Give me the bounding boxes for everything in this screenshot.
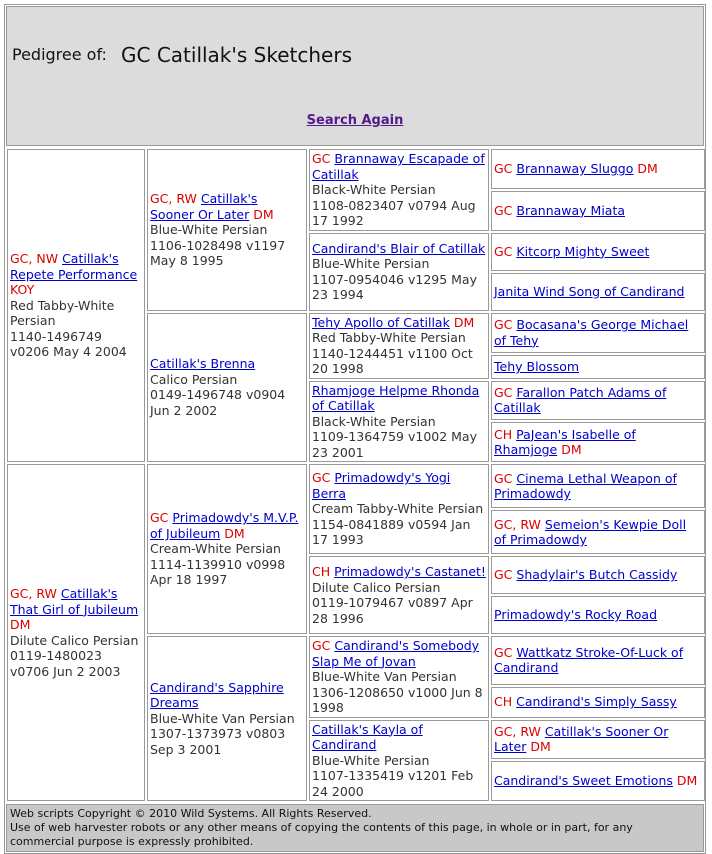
gen4-cell xyxy=(491,720,705,760)
gen4-cell xyxy=(491,464,705,508)
cat-title: GC, RW xyxy=(10,586,57,601)
cat-description: Blue-White Van Persian xyxy=(312,669,457,684)
cat-name-link[interactable]: Candirand's Sweet Emotions xyxy=(494,773,673,789)
search-again-container xyxy=(7,113,703,128)
cat-name-link[interactable]: Bocasana's George Michael of Tehy xyxy=(494,317,689,348)
cat-name-link[interactable]: Catillak's Brenna xyxy=(150,356,256,372)
cat-description: Cream-White Persian xyxy=(150,541,281,557)
cat-registration: 1108-0823407 v0794 Aug 17 1992 xyxy=(312,197,476,228)
cat-name-link[interactable]: Brannaway Miata xyxy=(516,202,626,218)
cat-title: CH xyxy=(494,426,513,442)
gen4-cell xyxy=(491,422,705,462)
cat-title: GC xyxy=(494,644,513,660)
gen4-cell xyxy=(491,233,705,271)
cat-registration: 0119-1079467 v0897 Apr 28 1996 xyxy=(312,595,473,626)
cat-title: GC xyxy=(494,384,513,400)
pedigree-header xyxy=(6,6,704,146)
cat-registration: 1107-1335419 v1201 Feb 24 2000 xyxy=(312,768,474,799)
cat-name-link[interactable]: Brannaway Sluggo xyxy=(516,161,634,177)
cat-registration: 1106-1028498 v1197 May 8 1995 xyxy=(150,237,286,268)
cat-description: Blue-White Persian xyxy=(312,256,430,271)
cat-registration: 0119-1480023 v0706 Jun 2 2003 xyxy=(10,648,121,679)
gen4-cell xyxy=(491,273,705,311)
cat-name-title: GC Catillak's Sketchers xyxy=(121,43,352,67)
cat-name-link[interactable]: Candirand's Sapphire Dreams xyxy=(150,679,284,711)
cat-suffix: DM xyxy=(530,739,551,755)
cat-name-link[interactable]: Brannaway Escapade of Catillak xyxy=(312,151,485,182)
cat-title: GC xyxy=(494,317,513,333)
cat-name-link[interactable]: Catillak's Repete Performance xyxy=(10,251,138,282)
cat-name-link[interactable]: Catillak's Kayla of Candirand xyxy=(312,721,423,752)
cat-description: Red Tabby-White Persian xyxy=(10,297,115,329)
cat-name-link[interactable]: Cinema Lethal Weapon of Primadowdy xyxy=(494,470,677,501)
cat-name-link[interactable]: Candirand's Blair of Catillak xyxy=(312,240,486,256)
cat-title: GC xyxy=(494,567,513,583)
cat-title: GC xyxy=(494,470,513,486)
cat-description: Black-White Persian xyxy=(312,413,436,429)
cat-suffix: DM xyxy=(10,617,31,632)
gen3-cell xyxy=(309,149,489,231)
cat-name-link[interactable]: Catillak's That Girl of Jubileum xyxy=(10,586,139,617)
cat-title: CH xyxy=(312,564,331,579)
cat-suffix: DM xyxy=(453,314,475,330)
cat-name-link[interactable]: Kitcorp Mighty Sweet xyxy=(516,243,650,259)
cat-title: GC xyxy=(494,243,513,259)
cat-description: Blue-White Persian xyxy=(150,222,268,237)
cat-title: GC xyxy=(494,161,513,177)
cat-name-link[interactable]: Farallon Patch Adams of Catillak xyxy=(494,384,667,416)
cat-description: Blue-White Van Persian xyxy=(150,710,295,726)
gen4-cell xyxy=(491,687,705,718)
cat-name-link[interactable]: Catillak's Sooner Or Later xyxy=(494,723,669,755)
cat-title: GC, RW xyxy=(494,516,541,532)
gen4-cell xyxy=(491,556,705,594)
pedigree-table xyxy=(5,147,707,803)
copyright-text: Web scripts Copyright © 2010 Wild Systems. All Rights Reserved. xyxy=(10,807,372,820)
cat-name-link[interactable]: Candirand's Simply Sassy xyxy=(516,694,677,710)
gen3-cell xyxy=(309,233,489,311)
cat-description: Red Tabby-White Persian xyxy=(312,330,466,345)
cat-registration: 1306-1208650 v1000 Jun 8 1998 xyxy=(312,684,483,715)
cat-description: Cream Tabby-White Persian xyxy=(312,501,484,517)
cat-name-link[interactable]: Primadowdy's Rocky Road xyxy=(494,607,658,623)
cat-registration: 1154-0841889 v0594 Jan 17 1993 xyxy=(312,516,471,548)
gen4-cell xyxy=(491,355,705,378)
cat-registration: 1109-1364759 v1002 May 23 2001 xyxy=(312,429,477,460)
cat-description: Dilute Calico Persian xyxy=(312,579,441,595)
gen2-cell xyxy=(147,313,307,463)
gen1-cell xyxy=(7,464,145,801)
gen3-cell xyxy=(309,464,489,554)
cat-description: Calico Persian xyxy=(150,371,238,387)
cat-suffix: DM xyxy=(561,442,582,458)
gen4-cell xyxy=(491,381,705,421)
cat-name-link[interactable]: Tehy Apollo of Catillak xyxy=(312,314,450,330)
search-again-link[interactable]: Search Again xyxy=(306,113,404,128)
cat-name-link[interactable]: Janita Wind Song of Candirand xyxy=(494,283,685,299)
cat-registration: 0149-1496748 v0904 Jun 2 2002 xyxy=(150,387,286,418)
cat-name-link[interactable]: Shadylair's Butch Cassidy xyxy=(516,567,678,583)
gen4-cell xyxy=(491,636,705,685)
gen3-cell xyxy=(309,556,489,634)
cat-title: GC xyxy=(312,638,331,653)
cat-title: GC xyxy=(494,202,513,218)
cat-suffix: DM xyxy=(253,206,274,222)
cat-suffix: DM xyxy=(224,525,245,541)
cat-name-link[interactable]: Tehy Blossom xyxy=(494,359,580,375)
cat-registration: 1107-0954046 v1295 May 23 1994 xyxy=(312,271,477,302)
gen4-cell xyxy=(491,149,705,189)
gen3-cell xyxy=(309,381,489,463)
cat-title: CH xyxy=(494,694,513,710)
cat-description: Black-White Persian xyxy=(312,182,436,197)
pedigree-label: Pedigree of: xyxy=(12,45,107,64)
cat-registration: 1114-1139910 v0998 Apr 18 1997 xyxy=(150,556,286,588)
gen4-cell xyxy=(491,313,705,354)
copyright-footer xyxy=(6,804,704,852)
cat-name-link[interactable]: Candirand's Somebody Slap Me of Jovan xyxy=(312,638,480,669)
gen4-cell xyxy=(491,191,705,231)
cat-name-link[interactable]: Catillak's Sooner Or Later xyxy=(150,191,258,222)
usage-notice: Use of web harvester robots or any other means of copying the contents of this page, in whole or in part, for any commercial purpose is expressly prohibited. xyxy=(10,821,633,848)
cat-title: GC xyxy=(312,470,331,486)
cat-title: GC, RW xyxy=(494,723,541,739)
cat-name-link[interactable]: Primadowdy's Yogi Berra xyxy=(312,470,451,501)
cat-description: Dilute Calico Persian xyxy=(10,632,139,648)
gen3-cell xyxy=(309,720,489,802)
cat-registration: 1307-1373973 v0803 Sep 3 2001 xyxy=(150,726,286,757)
gen2-cell xyxy=(147,149,307,311)
gen3-cell xyxy=(309,636,489,718)
cat-suffix: KOY xyxy=(10,282,35,298)
gen2-cell xyxy=(147,464,307,634)
pedigree-page xyxy=(4,4,706,854)
cat-name-link[interactable]: Primadowdy's Castanet! xyxy=(334,564,486,579)
cat-name-link[interactable]: Primadowdy's M.V.P. of Jubileum xyxy=(150,510,299,541)
cat-registration: 1140-1496749 v0206 May 4 2004 xyxy=(10,328,127,360)
cat-registration: 1140-1244451 v1100 Oct 20 1998 xyxy=(312,345,473,376)
gen4-cell xyxy=(491,510,705,554)
cat-description: Blue-White Persian xyxy=(312,752,430,768)
gen1-cell xyxy=(7,149,145,462)
cat-title: GC xyxy=(312,151,331,166)
cat-suffix: DM xyxy=(637,161,658,177)
gen3-cell xyxy=(309,313,489,379)
cat-title: GC, RW xyxy=(150,191,197,206)
cat-name-link[interactable]: PaJean's Isabelle of Rhamjoge xyxy=(494,426,636,458)
cat-name-link[interactable]: Wattkatz Stroke-Of-Luck of Candirand xyxy=(494,644,684,676)
gen4-cell xyxy=(491,596,705,634)
gen4-cell xyxy=(491,761,705,801)
cat-name-link[interactable]: Semeion's Kewpie Doll of Primadowdy xyxy=(494,516,687,547)
gen2-cell xyxy=(147,636,307,801)
cat-title: GC, NW xyxy=(10,251,59,267)
cat-title: GC xyxy=(150,510,169,526)
cat-name-link[interactable]: Rhamjoge Helpme Rhonda of Catillak xyxy=(312,382,480,413)
cat-suffix: DM xyxy=(676,773,698,789)
